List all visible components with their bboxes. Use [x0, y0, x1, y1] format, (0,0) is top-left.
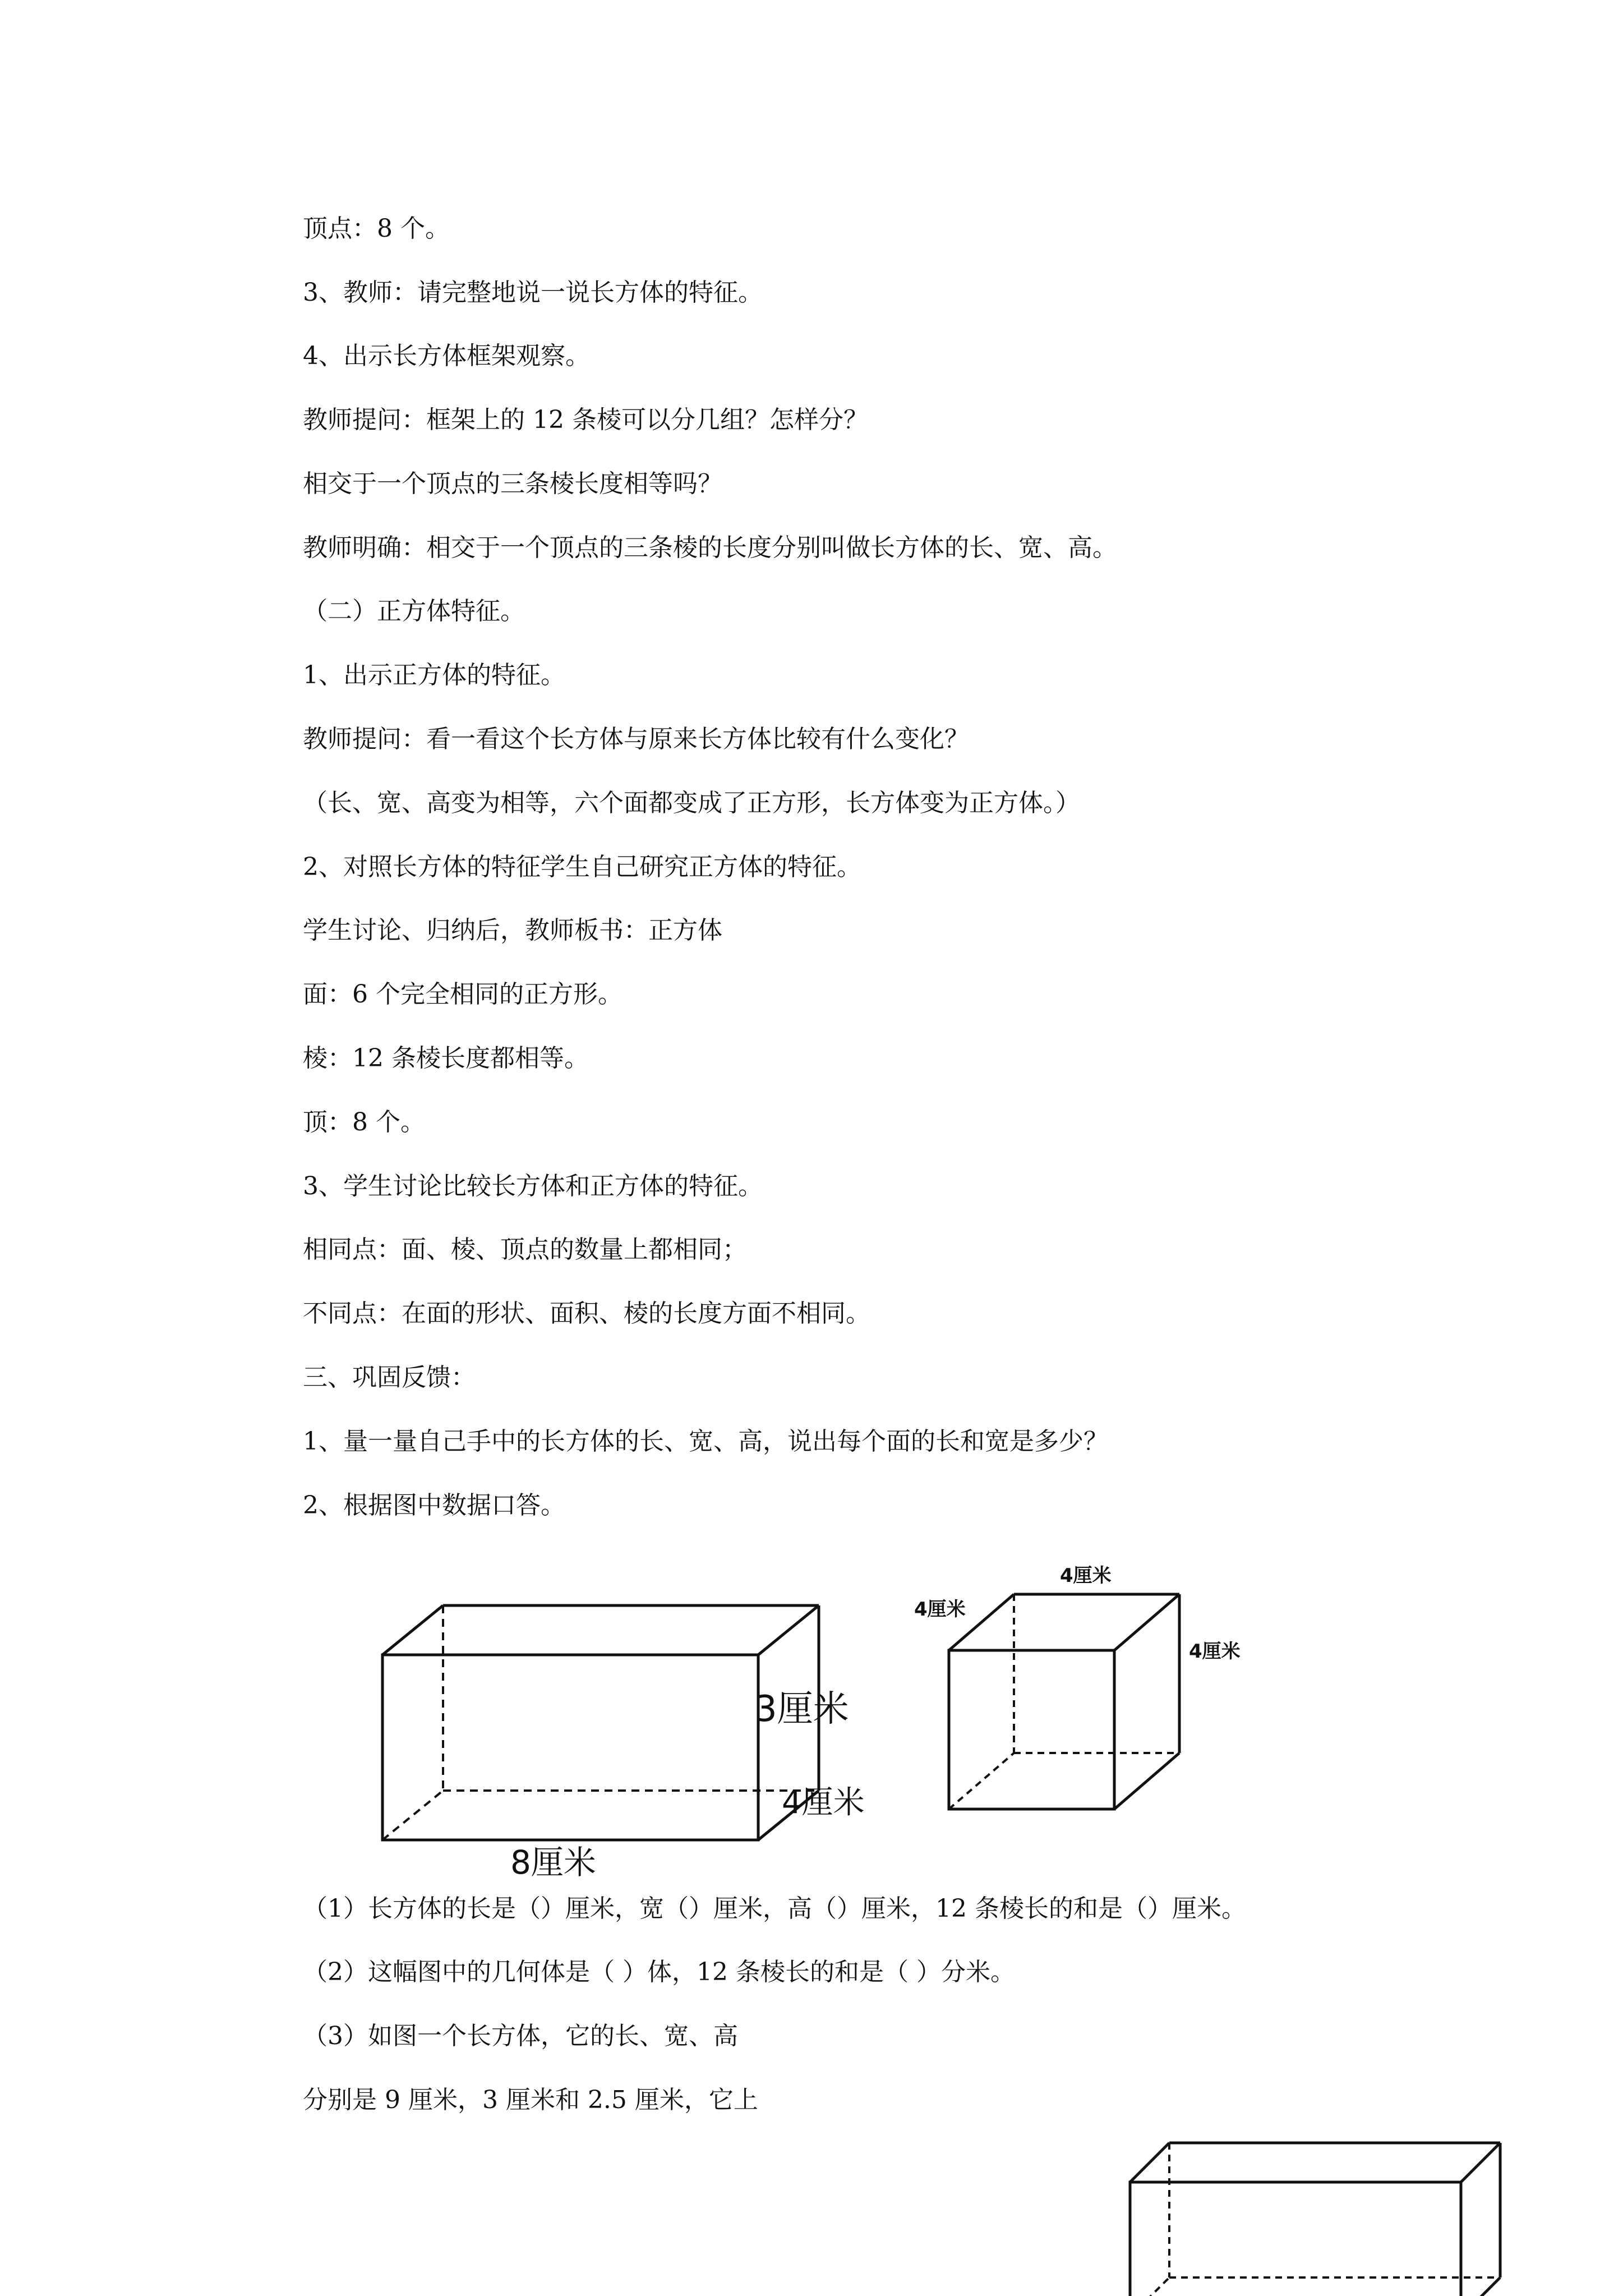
- cuboid-length-label: 8厘米: [510, 1843, 596, 1881]
- question-2: （2）这幅图中的几何体是（ ）体，12 条棱长的和是（ ）分米。: [303, 1958, 1015, 1986]
- text-line-1: 顶点：8 个。: [303, 214, 450, 243]
- cube-figure: [909, 1554, 1273, 1818]
- text-line-14: 棱：12 条棱长度都相等。: [303, 1044, 589, 1073]
- small-cuboid-figure: [1113, 2120, 1528, 2296]
- text-line-19: 三、巩固反馈：: [303, 1363, 476, 1392]
- text-line-20: 1、量一量自己手中的长方体的长、宽、高，说出每个面的长和宽是多少？: [303, 1427, 1108, 1456]
- text-line-4: 教师提问：框架上的 12 条棱可以分几组？怎样分？: [303, 406, 868, 434]
- text-line-13: 面：6 个完全相同的正方形。: [303, 980, 623, 1009]
- text-line-15: 顶：8 个。: [303, 1108, 425, 1137]
- text-line-5: 相交于一个顶点的三条棱长度相等吗？: [303, 470, 722, 498]
- cube-right-label: 4厘米: [1189, 1640, 1241, 1663]
- cube-left-label: 4厘米: [914, 1598, 966, 1621]
- text-line-7: （二）正方体特征。: [303, 597, 525, 625]
- cuboid-figure: [359, 1571, 920, 1885]
- question-3-line-1: （3）如图一个长方体，它的长、宽、高: [303, 2022, 738, 2050]
- text-line-10: （长、宽、高变为相等，六个面都变成了正方形，长方体变为正方体。）: [303, 789, 1080, 817]
- text-line-17: 相同点：面、棱、顶点的数量上都相同；: [303, 1235, 747, 1264]
- text-line-2: 3、教师：请完整地说一说长方体的特征。: [303, 278, 763, 307]
- text-line-11: 2、对照长方体的特征学生自己研究正方体的特征。: [303, 853, 861, 881]
- question-3-line-2: 分别是 9 厘米，3 厘米和 2.5 厘米，它上: [303, 2086, 758, 2114]
- text-line-12: 学生讨论、归纳后，教师板书：正方体: [303, 916, 722, 945]
- cube-top-label: 4厘米: [1060, 1565, 1112, 1587]
- text-line-21: 2、根据图中数据口答。: [303, 1491, 565, 1520]
- text-line-6: 教师明确：相交于一个顶点的三条棱的长度分别叫做长方体的长、宽、高。: [303, 533, 1117, 562]
- cuboid-height-label: 3厘米: [754, 1688, 849, 1730]
- text-line-3: 4、出示长方体框架观察。: [303, 342, 590, 370]
- text-line-8: 1、出示正方体的特征。: [303, 661, 565, 689]
- question-1: （1）长方体的长是（）厘米，宽（）厘米，高（）厘米，12 条棱长的和是（）厘米。: [303, 1894, 1246, 1923]
- text-line-16: 3、学生讨论比较长方体和正方体的特征。: [303, 1172, 763, 1200]
- cuboid-width-label: 4厘米: [782, 1784, 865, 1821]
- text-line-9: 教师提问：看一看这个长方体与原来长方体比较有什么变化？: [303, 725, 969, 753]
- text-line-18: 不同点：在面的形状、面积、棱的长度方面不相同。: [303, 1299, 870, 1328]
